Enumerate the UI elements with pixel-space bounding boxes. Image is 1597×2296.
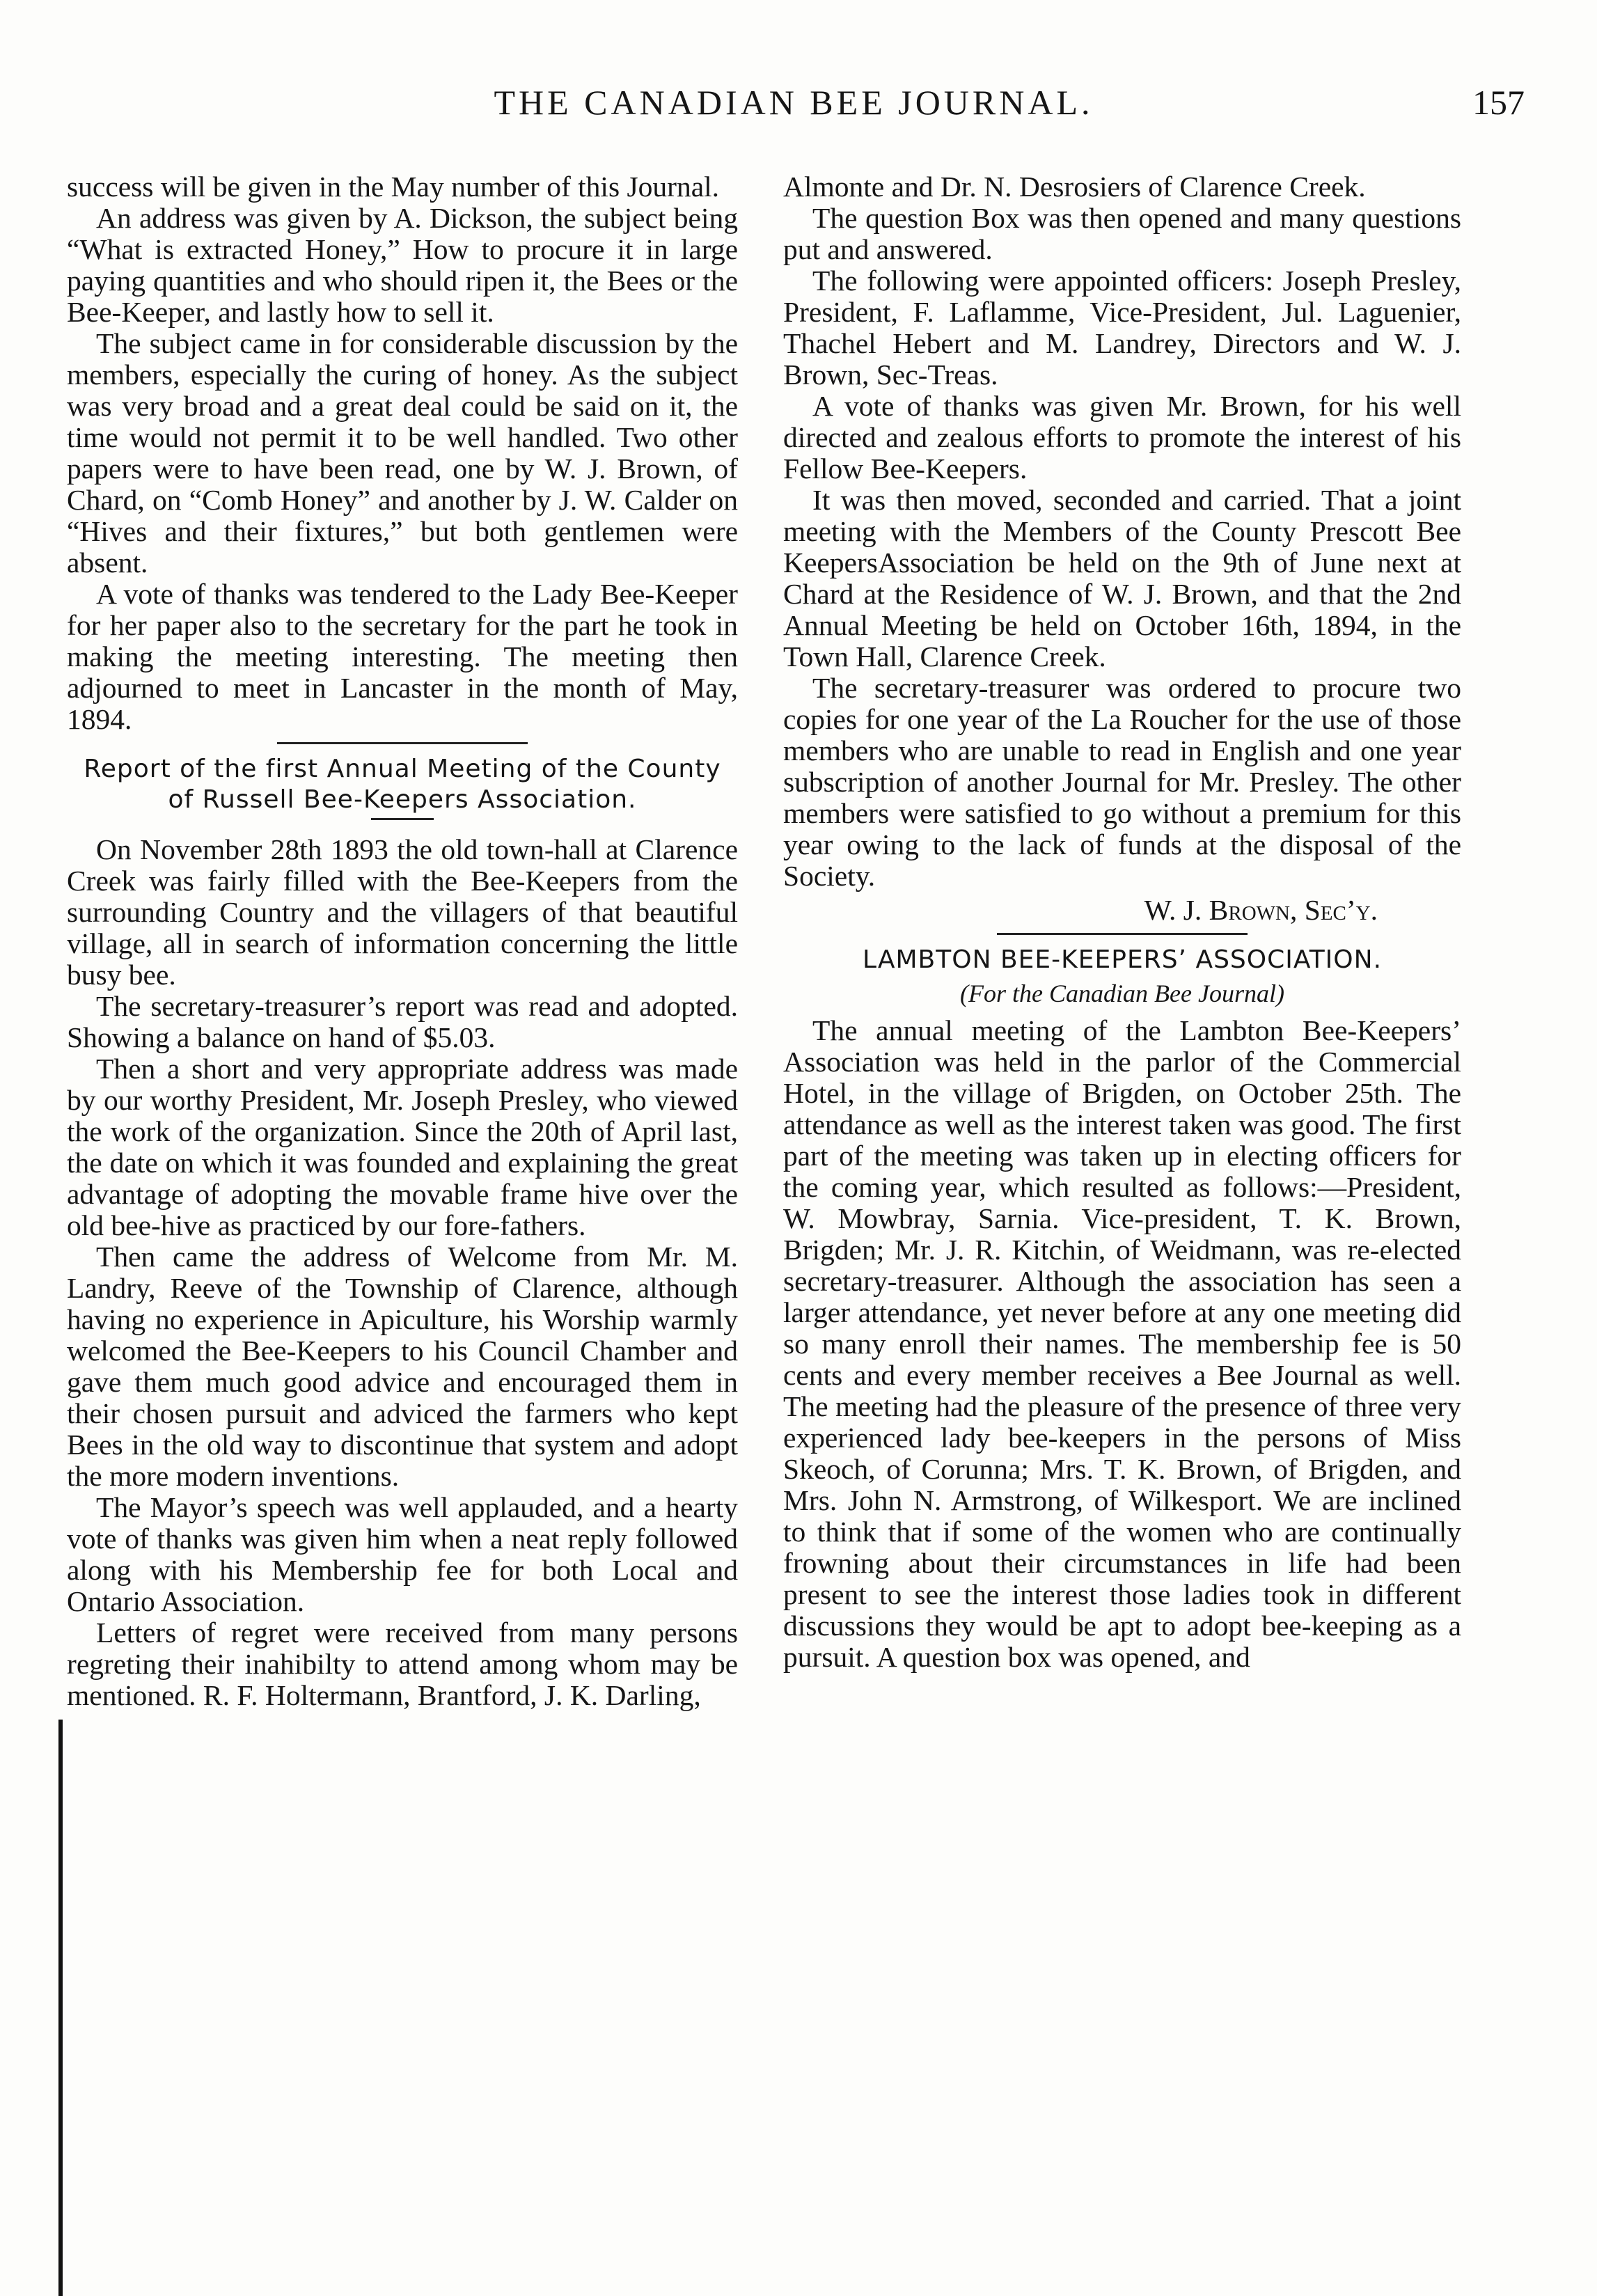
paragraph: Almonte and Dr. N. Desrosiers of Clarence Creek. — [783, 171, 1366, 203]
paragraph: Then a short and very appropriate address was made by our worthy President, Mr. Joseph Presley, who viewed the work of the organization. Since the 20th of April last, the date on which it was founded and explaining the great advantage of adopting the movable frame hive over the old bee-hive as practiced by our fore-fathers. — [67, 1053, 738, 1241]
page-header — [63, 82, 1525, 138]
paragraph: Letters of regret were received from many persons regreting their inahibilty to attend among whom may be mentioned. R. F. Holtermann, Brantford, J. K. Darling, — [67, 1617, 738, 1711]
paragraph: It was then moved, seconded and carried. That a joint meeting with the Members of the County Prescott Bee KeepersAssociation be held on the 9th of June next at Chard at the Residence of W. J. Brown, and that the 2nd Annual Meeting be held on October 16th, 1894, in the Town Hall, Clarence Creek. — [783, 484, 1461, 673]
page-number: 157 — [1472, 83, 1525, 122]
paragraph: A vote of thanks was tendered to the Lady Bee-Keeper for her paper also to the secretary for the part he took in making the meeting interesting. The meeting then adjourned to meet in Lancaster in the month of May, 1894. — [67, 578, 738, 735]
section-divider — [997, 933, 1248, 935]
paragraph: The Mayor’s speech was well applauded, and a hearty vote of thanks was given him when a neat reply followed along with his Membership fee for both Local and Ontario Association. — [67, 1491, 738, 1617]
paragraph: success will be given in the May number of this Journal. — [67, 171, 720, 203]
section-divider — [277, 742, 528, 744]
paragraph: The following were appointed officers: Joseph Presley, President, F. Laflamme, Vice-President, Jul. Laguenier, Thachel Hebert and M. Landrey, Directors and W. J. Brown, Sec-Treas. — [783, 265, 1461, 391]
paragraph: The question Box was then opened and many questions put and answered. — [783, 202, 1461, 265]
margin-rule — [58, 1720, 63, 2296]
paragraph: A vote of thanks was given Mr. Brown, for his well directed and zealous efforts to promote the interest of his Fellow Bee-Keepers. — [783, 390, 1461, 485]
paragraph: The secretary-treasurer’s report was read and adopted. Showing a balance on hand of $5.03. — [67, 990, 738, 1053]
heading-rule — [371, 818, 434, 820]
paragraph: An address was given by A. Dickson, the subject being “What is extracted Honey,” How to procure it in large paying quantities and who should ripen it, the Bees or the Bee-Keeper, and lastly how to sell it. — [67, 202, 738, 328]
paragraph: On November 28th 1893 the old town-hall at Clarence Creek was fairly filled with the Bee-Keepers from the surrounding Country and the villagers of that beautiful village, all in search of information concerning the little busy bee. — [67, 833, 738, 991]
paragraph: Then came the address of Welcome from Mr. M. Landry, Reeve of the Township of Clarence, although having no experience in Apiculture, his Worship warmly welcomed the Bee-Keepers to his Council Chamber and gave them much good advice and encouraged them in their chosen pursuit and adviced the farmers who kept Bees in the old way to discontinue that system and adopt the more modern inventions. — [67, 1241, 738, 1492]
paragraph: The subject came in for considerable discussion by the members, especially the curing of honey. As the subject was very broad and a great deal could be said on it, the time would not permit it to be well handled. Two other papers were to have been read, one by W. J. Brown, of Chard, on “Comb Honey” and another by J. W. Calder on “Hives and their fixtures,” but both gentlemen were absent. — [67, 327, 738, 579]
section-heading: LAMBTON BEE-KEEPERS’ ASSOCIATION. — [862, 945, 1383, 974]
running-head: THE CANADIAN BEE JOURNAL. — [494, 83, 1094, 122]
section-heading: Report of the first Annual Meeting of the County of Russell Bee-Keepers Association. — [84, 755, 721, 814]
left-column — [67, 171, 738, 1711]
paragraph: The secretary-treasurer was ordered to procure two copies for one year of the La Roucher for the use of those members who are unable to read in English and one year subscription of another Journal for Mr. Presley. The other members were satisfied to go without a premium for this year owing to the lack of funds at the disposal of the Society. — [783, 672, 1461, 892]
signature: W. J. Brown, Sec’y. — [1144, 894, 1378, 926]
paragraph: The annual meeting of the Lambton Bee-Keepers’ Association was held in the parlor of the Commercial Hotel, in the village of Brigden, on October 25th. The attendance as well as the interest taken was good. The first part of the meeting was taken up in electing officers for the coming year, which resulted as follows:—President, W. Mowbray, Sarnia. Vice-president, T. K. Brown, Brigden; Mr. J. R. Kitchin, of Weidmann, was re-elected secretary-treasurer. Although the association has seen a larger attendance, yet never before at any one meeting did so many enroll their names. The membership fee is 50 cents and every member receives a Bee Journal as well. The meeting had the pleasure of the presence of three very experienced lady bee-keepers in the persons of Miss Skeoch, of Corunna; Mrs. T. K. Brown, of Brigden, and Mrs. John N. Armstrong, of Wilkesport. We are inclined to think that if some of the women who are continually frowning about their circumstances in life had been present to see the interest those ladies took in different discussions they would be apt to adopt bee-keeping as a pursuit. A question box was opened, and — [783, 1014, 1461, 1673]
right-column — [783, 171, 1461, 1673]
byline: (For the Canadian Bee Journal) — [960, 980, 1284, 1007]
